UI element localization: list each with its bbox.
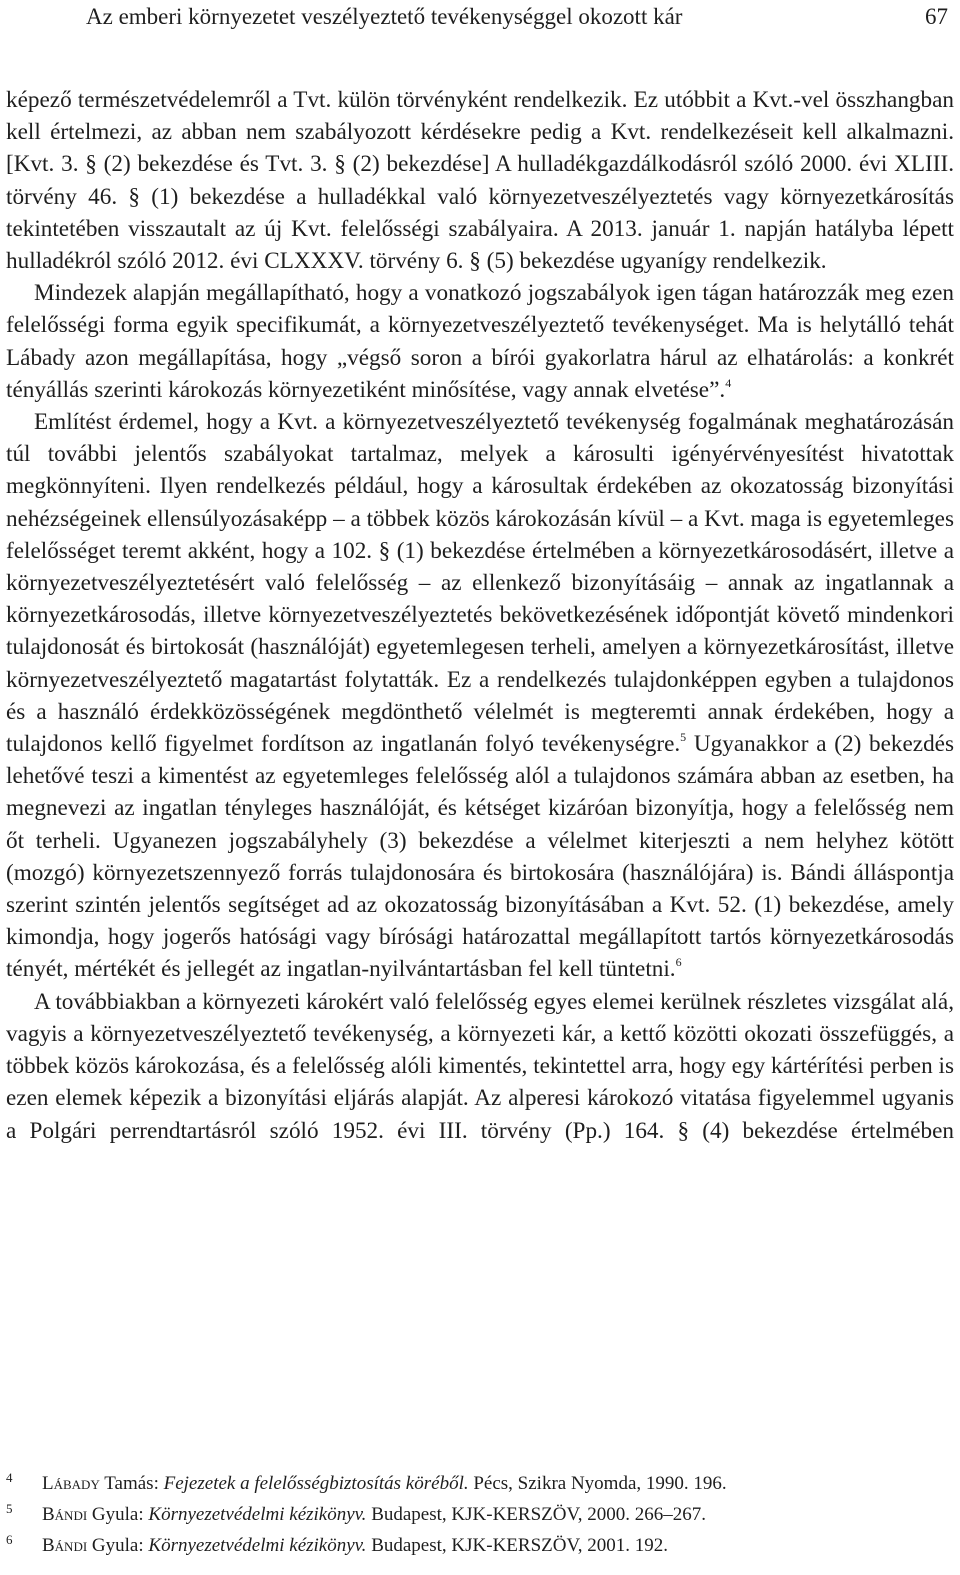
footnote-book-title: Fejezetek a felelősségbiztosítás köréből. bbox=[163, 1473, 469, 1494]
footnote-ref-5: 5 bbox=[680, 730, 687, 745]
footnote-book-title: Környezetvédelmi kézikönyv. bbox=[148, 1504, 367, 1525]
paragraph-3 bbox=[6, 406, 954, 986]
footnote bbox=[6, 1499, 954, 1530]
footnote-number: 4 bbox=[6, 1470, 13, 1485]
footnotes bbox=[6, 1468, 954, 1561]
paragraph-4-text: A továbbiakban a környezeti károkért való felelősség egyes elemei kerülnek részletes vizsgálat alá, vagyis a környezetveszélyeztető tevékenység, a környezeti kár, a kettő közötti okozati összefüggés, a többek közös károkozása, és a felelősség alóli kimentés, tekintettel arra, hogy egy kártérítési perben is ezen elemek képezik a bizonyítási eljárás alapját. Az alperesi károkozó vitatása figyelemmel ugyanis a Polgári perrendtartásról szóló 1952. évi III. törvény (Pp.) 164. § (4) bekezdése értelmében bbox=[6, 988, 954, 1144]
footnote-given-name: Tamás bbox=[99, 1473, 154, 1494]
footnote-author: Lábady bbox=[42, 1473, 100, 1494]
paragraph-continued bbox=[6, 84, 954, 277]
footnote-author: Bándi bbox=[42, 1504, 88, 1525]
paragraph-4 bbox=[6, 986, 954, 1147]
chapter-title: Az emberi környezetet veszélyeztető tevékenységgel okozott kár bbox=[86, 4, 683, 29]
footnote-text bbox=[42, 1468, 727, 1499]
footnote-given-name: Gyula bbox=[87, 1535, 139, 1556]
paragraph-2-text: Mindezek alapján megállapítható, hogy a vonatkozó jogszabályok igen tágan határozzák meg ezen felelősségi forma egyik specifikumát, a környezetveszélyeztető tevékenységet. Ma is helytálló tehát Lábady azon megállapítása, hogy „végső soron a bírói gyakorlatra hárul az elhatárolás: a konkrét tényállás szerinti károkozás környezetiként minősítése, vagy annak elvetése”. bbox=[6, 280, 954, 403]
footnote-number: 6 bbox=[6, 1532, 13, 1547]
footnote-book-title: Környezetvédelmi kézikönyv. bbox=[148, 1535, 367, 1556]
footnote-separator-colon: : bbox=[153, 1473, 164, 1494]
footnote-publication: Budapest, KJK-KERSZÖV, 2000. 266–267. bbox=[366, 1504, 706, 1525]
paragraph-3-text-a: Említést érdemel, hogy a Kvt. a környezetveszélyeztető tevékenység fogalmának meghatározásán túl további jelentős szabályokat tartalmaz, melyek a károsulti igényérvényesítést hivatottak megkönnyíteni. Ilyen rendelkezés például, hogy a károsultak érdekében az okozatosság bizonyítási nehézségeinek ellensúlyozásaképp – a többek közös károkozásán kívül – a Kvt. maga is egyetemleges felelősséget teremt akként, hogy a 102. § (1) bekezdése értelmében a környezetkárosodásért, illetve a környezetveszélyeztetésért való felelősség – az ellenkező bizonyításáig – annak az ingatlannak a környezetkárosodás, illetve környezetveszélyeztetés bekövetkezésének időpontját követő mindenkori tulajdonosát és birtokosát (használóját) egyetemlegesen terheli, amelyen a környezetkárosítást, illetve környezetveszélyeztető magatartást folytatták. Ez a rendelkezés tulajdonképpen egyben a tulajdonos és a használó érdekközösségének megdönthető vélelmét is megteremti annak érdekében, hogy a tulajdonos kellő figyelmet fordítson az ingatlanán folyó tevékenységre. bbox=[6, 409, 954, 758]
footnote bbox=[6, 1530, 954, 1561]
footnote-publication: Pécs, Szikra Nyomda, 1990. 196. bbox=[468, 1473, 727, 1494]
footnote-ref-6: 6 bbox=[675, 955, 682, 970]
page-number: 67 bbox=[925, 4, 948, 29]
running-header bbox=[86, 2, 948, 32]
footnote-author: Bándi bbox=[42, 1535, 88, 1556]
paragraph-3-text-b: Ugyanakkor a (2) bekezdés lehetővé teszi a kimentést az egyetemleges felelősség alól a tulajdonos számára abban az esetben, ha megnevezi az ingatlan tényleges használóját, és kétséget kizáróan bizonyítja, hogy a felelősség nem őt terheli. Ugyanezen jogszabályhely (3) bekezdése a vélelmet kiterjeszti a nem helyhez kötött (mozgó) környezetszennyező forrás tulajdonosára és birtokosára (használójára) is. Bándi álláspontja szerint szintén jelentős segítséget ad az okozatosság bizonyításában a Kvt. 52. (1) bekezdése, amely kimondja, hogy jogerős hatósági vagy bírósági határozattal megállapított tartós környezetkárosodás tényét, mértékét és jellegét az ingatlan-nyilvántartásban fel kell tüntetni. bbox=[6, 731, 954, 983]
body-text bbox=[6, 84, 954, 1147]
footnote bbox=[6, 1468, 954, 1499]
footnote-text bbox=[42, 1499, 706, 1530]
footnote-text bbox=[42, 1530, 668, 1561]
paragraph-1-text: képező természetvédelemről a Tvt. külön törvényként rendelkezik. Ez utóbbit a Kvt.-vel összhangban kell értelmezi, az abban nem szabályozott kérdésekre pedig a Kvt. rendelkezéseit kell alkalmazni. [Kvt. 3. § (2) bekezdése és Tvt. 3. § (2) bekezdése] A hulladékgazdálkodásról szóló 2000. évi XLIII. törvény 46. § (1) bekezdése a hulladékkal való környezetveszélyeztetés vagy környezetkárosítás tekintetében visszautalt az új Kvt. felelősségi szabályaira. A 2013. január 1. napján hatályba lépett hulladékról szóló 2012. évi CLXXXV. törvény 6. § (5) bekezdése ugyanígy rendelkezik. bbox=[6, 87, 954, 275]
footnote-separator-colon: : bbox=[138, 1535, 149, 1556]
footnote-separator-colon: : bbox=[138, 1504, 149, 1525]
paragraph-2 bbox=[6, 277, 954, 406]
footnote-given-name: Gyula bbox=[87, 1504, 139, 1525]
footnote-number: 5 bbox=[6, 1501, 13, 1516]
footnote-publication: Budapest, KJK-KERSZÖV, 2001. 192. bbox=[366, 1535, 668, 1556]
footnote-ref-4: 4 bbox=[725, 375, 732, 390]
